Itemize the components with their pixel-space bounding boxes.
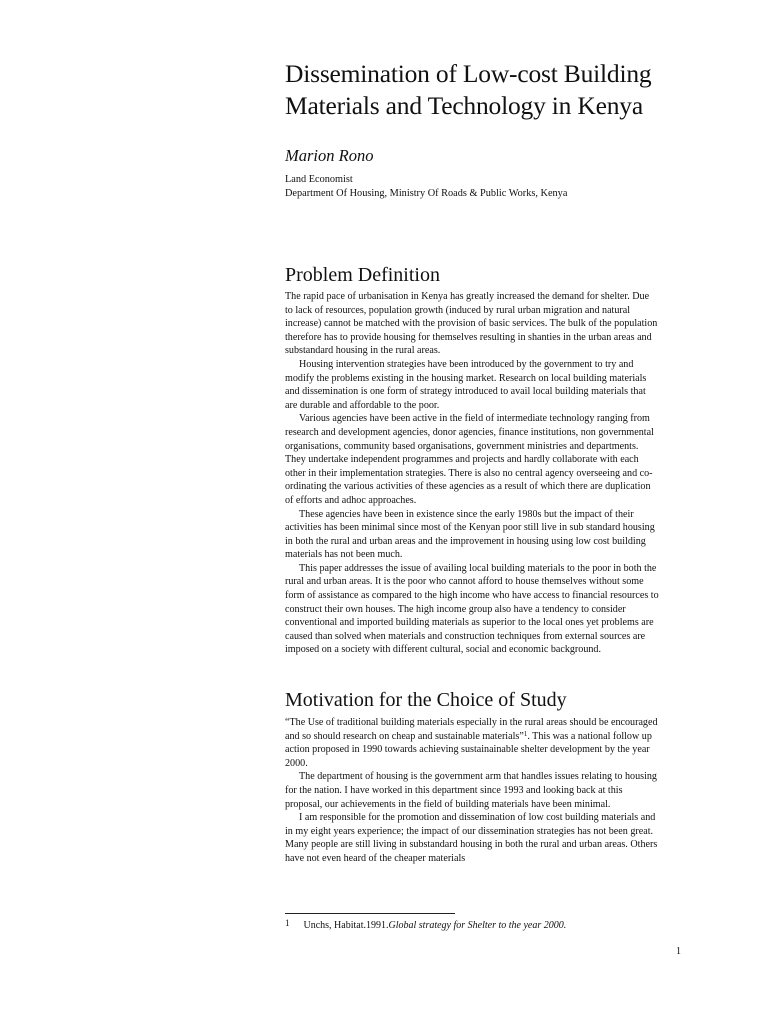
paragraph: Various agencies have been active in the field of intermediate technology ranging from research and development agencies, donor agencies, finance institutions, non governmental organisations, community based organisations, government ministries and departments. They undertake independent programmes and projects and hardly collaborate with each other in their implementation strategies. There is also no central agency overseeing and co-ordinating the various activities of these agencies as a result of which there are duplication of efforts and adhoc approaches. — [285, 413, 654, 506]
paragraph: The department of housing is the government arm that handles issues relating to housing for the nation. I have worked in this department since 1993 and looking back at this proposal, our achievements in the field of building materials have been minimal. — [285, 771, 657, 810]
author-name: Marion Rono — [285, 146, 374, 165]
paragraph: This paper addresses the issue of availing local building materials to the poor in both the rural and urban areas. It is the poor who cannot afford to house themselves without some form of assistance as compared to the high income who have access to financial resources to construct their own houses. The high income group also have a tendency to consider conventional and imported building materials as superior to the local ones yet problems are caused than solved when materials and construction techniques from external sources are imposed on a society with different cultural, social and economic background. — [285, 562, 659, 656]
paragraph: The rapid pace of urbanisation in Kenya has greatly increased the demand for shelter. Due to lack of resources, population growth (induced by rural urban migration and natural increase) cannot be matched with the provision of basic services. The bulk of the population therefore has to provide housing for themselves resulting in shanties in the urban areas and substandard housing in the rural areas. — [285, 291, 658, 357]
footnote-source: Unchs, Habitat.1991. — [303, 920, 389, 931]
footnote-divider — [285, 913, 455, 914]
section-body-problem — [285, 290, 659, 657]
footnote — [285, 920, 566, 931]
footnote-reference[interactable]: 1 — [523, 729, 528, 738]
author-affiliation — [285, 173, 567, 201]
paragraph: Housing intervention strategies have been introduced by the government to try and modify the problems existing in the housing market. Research on local building materials and dissemination is one form of strategy introduced to avail local building materials that are durable and affordable to the poor. — [285, 358, 647, 411]
quote-text: “The Use of traditional building materials especially in the rural areas should be encouraged and so should research on cheap and sustainable materials” — [285, 717, 658, 742]
section-body-motivation — [285, 716, 659, 866]
page-number: 1 — [676, 946, 681, 957]
title-line-1: Dissemination of Low-cost Building — [285, 59, 652, 88]
title-line-2: Materials and Technology in Kenya — [285, 91, 643, 120]
quote-paragraph — [285, 716, 659, 770]
author-role: Land Economist — [285, 174, 353, 185]
section-heading-problem: Problem Definition — [285, 264, 440, 286]
paragraph: I am responsible for the promotion and dissemination of low cost building materials and in my eight years experience; the impact of our dissemination strategies has not been great. Many people are still living in substandard housing in both the rural and urban areas. Others have not even heard of the cheaper materials — [285, 812, 658, 864]
footnote-number: 1 — [285, 918, 290, 928]
footnote-title: Global strategy for Shelter to the year 2000. — [388, 920, 567, 931]
quote-continuation: . This was a national follow up action proposed in 1990 towards achieving sustainainable shelter development by the year 2000. — [285, 730, 652, 769]
paragraph: These agencies have been in existence since the early 1980s but the impact of their activities has been minimal since most of the Kenyan poor still live in sub standard housing in both the rural and urban areas and the improvement in housing using low cost building materials has not been much. — [285, 508, 655, 561]
section-heading-motivation: Motivation for the Choice of Study — [285, 689, 567, 711]
document-title — [285, 58, 745, 122]
author-organisation: Department Of Housing, Ministry Of Roads & Public Works, Kenya — [285, 188, 568, 199]
